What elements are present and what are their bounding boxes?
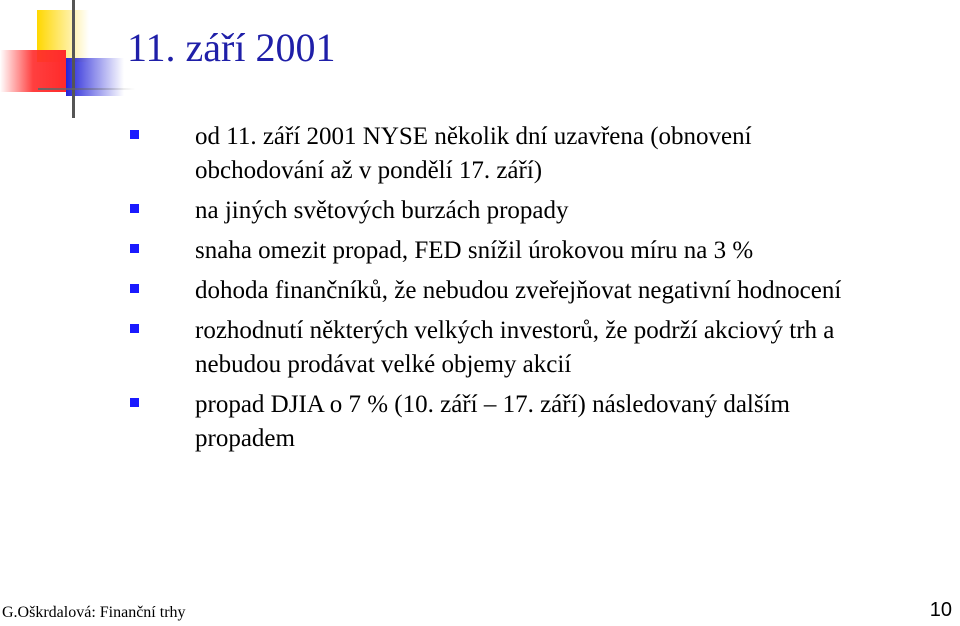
bullet-text: na jiných světových burzách propady <box>195 197 569 224</box>
page-number: 10 <box>929 599 952 621</box>
decorative-logo <box>0 0 135 120</box>
footer-author: G.Oškrdalová: Finanční trhy <box>2 604 186 621</box>
bullet-square-icon <box>128 194 195 228</box>
bullet-item <box>128 194 928 228</box>
bullet-square-icon <box>128 274 195 308</box>
slide-title: 11. září 2001 <box>127 25 336 70</box>
bullet-item <box>128 274 928 308</box>
logo-vertical-line <box>72 0 75 118</box>
bullet-text: propad DJIA o 7 % (10. září – 17. září) následovaný dalším propadem <box>195 391 790 452</box>
bullet-item <box>128 388 928 456</box>
bullet-text: dohoda finančníků, že nebudou zveřejňovat negativní hodnocení <box>195 277 842 304</box>
logo-horizontal-line <box>38 88 135 90</box>
bullet-item <box>128 120 928 188</box>
bullet-square-icon <box>128 388 195 422</box>
bullet-square-icon <box>128 234 195 268</box>
bullet-square-icon <box>128 314 195 348</box>
bullet-text: snaha omezit propad, FED snížil úrokovou míru na 3 % <box>195 237 754 264</box>
title-rule <box>80 104 960 106</box>
bullet-item <box>128 314 928 382</box>
bullet-list <box>128 120 928 462</box>
bullet-text: od 11. září 2001 NYSE několik dní uzavřena (obnovení obchodování až v pondělí 17. září) <box>195 123 752 184</box>
bullet-text: rozhodnutí některých velkých investorů, že podrží akciový trh a nebudou prodávat velké objemy akcií <box>195 317 835 378</box>
logo-red-square <box>0 50 66 92</box>
bullet-square-icon <box>128 120 195 154</box>
bullet-item <box>128 234 928 268</box>
